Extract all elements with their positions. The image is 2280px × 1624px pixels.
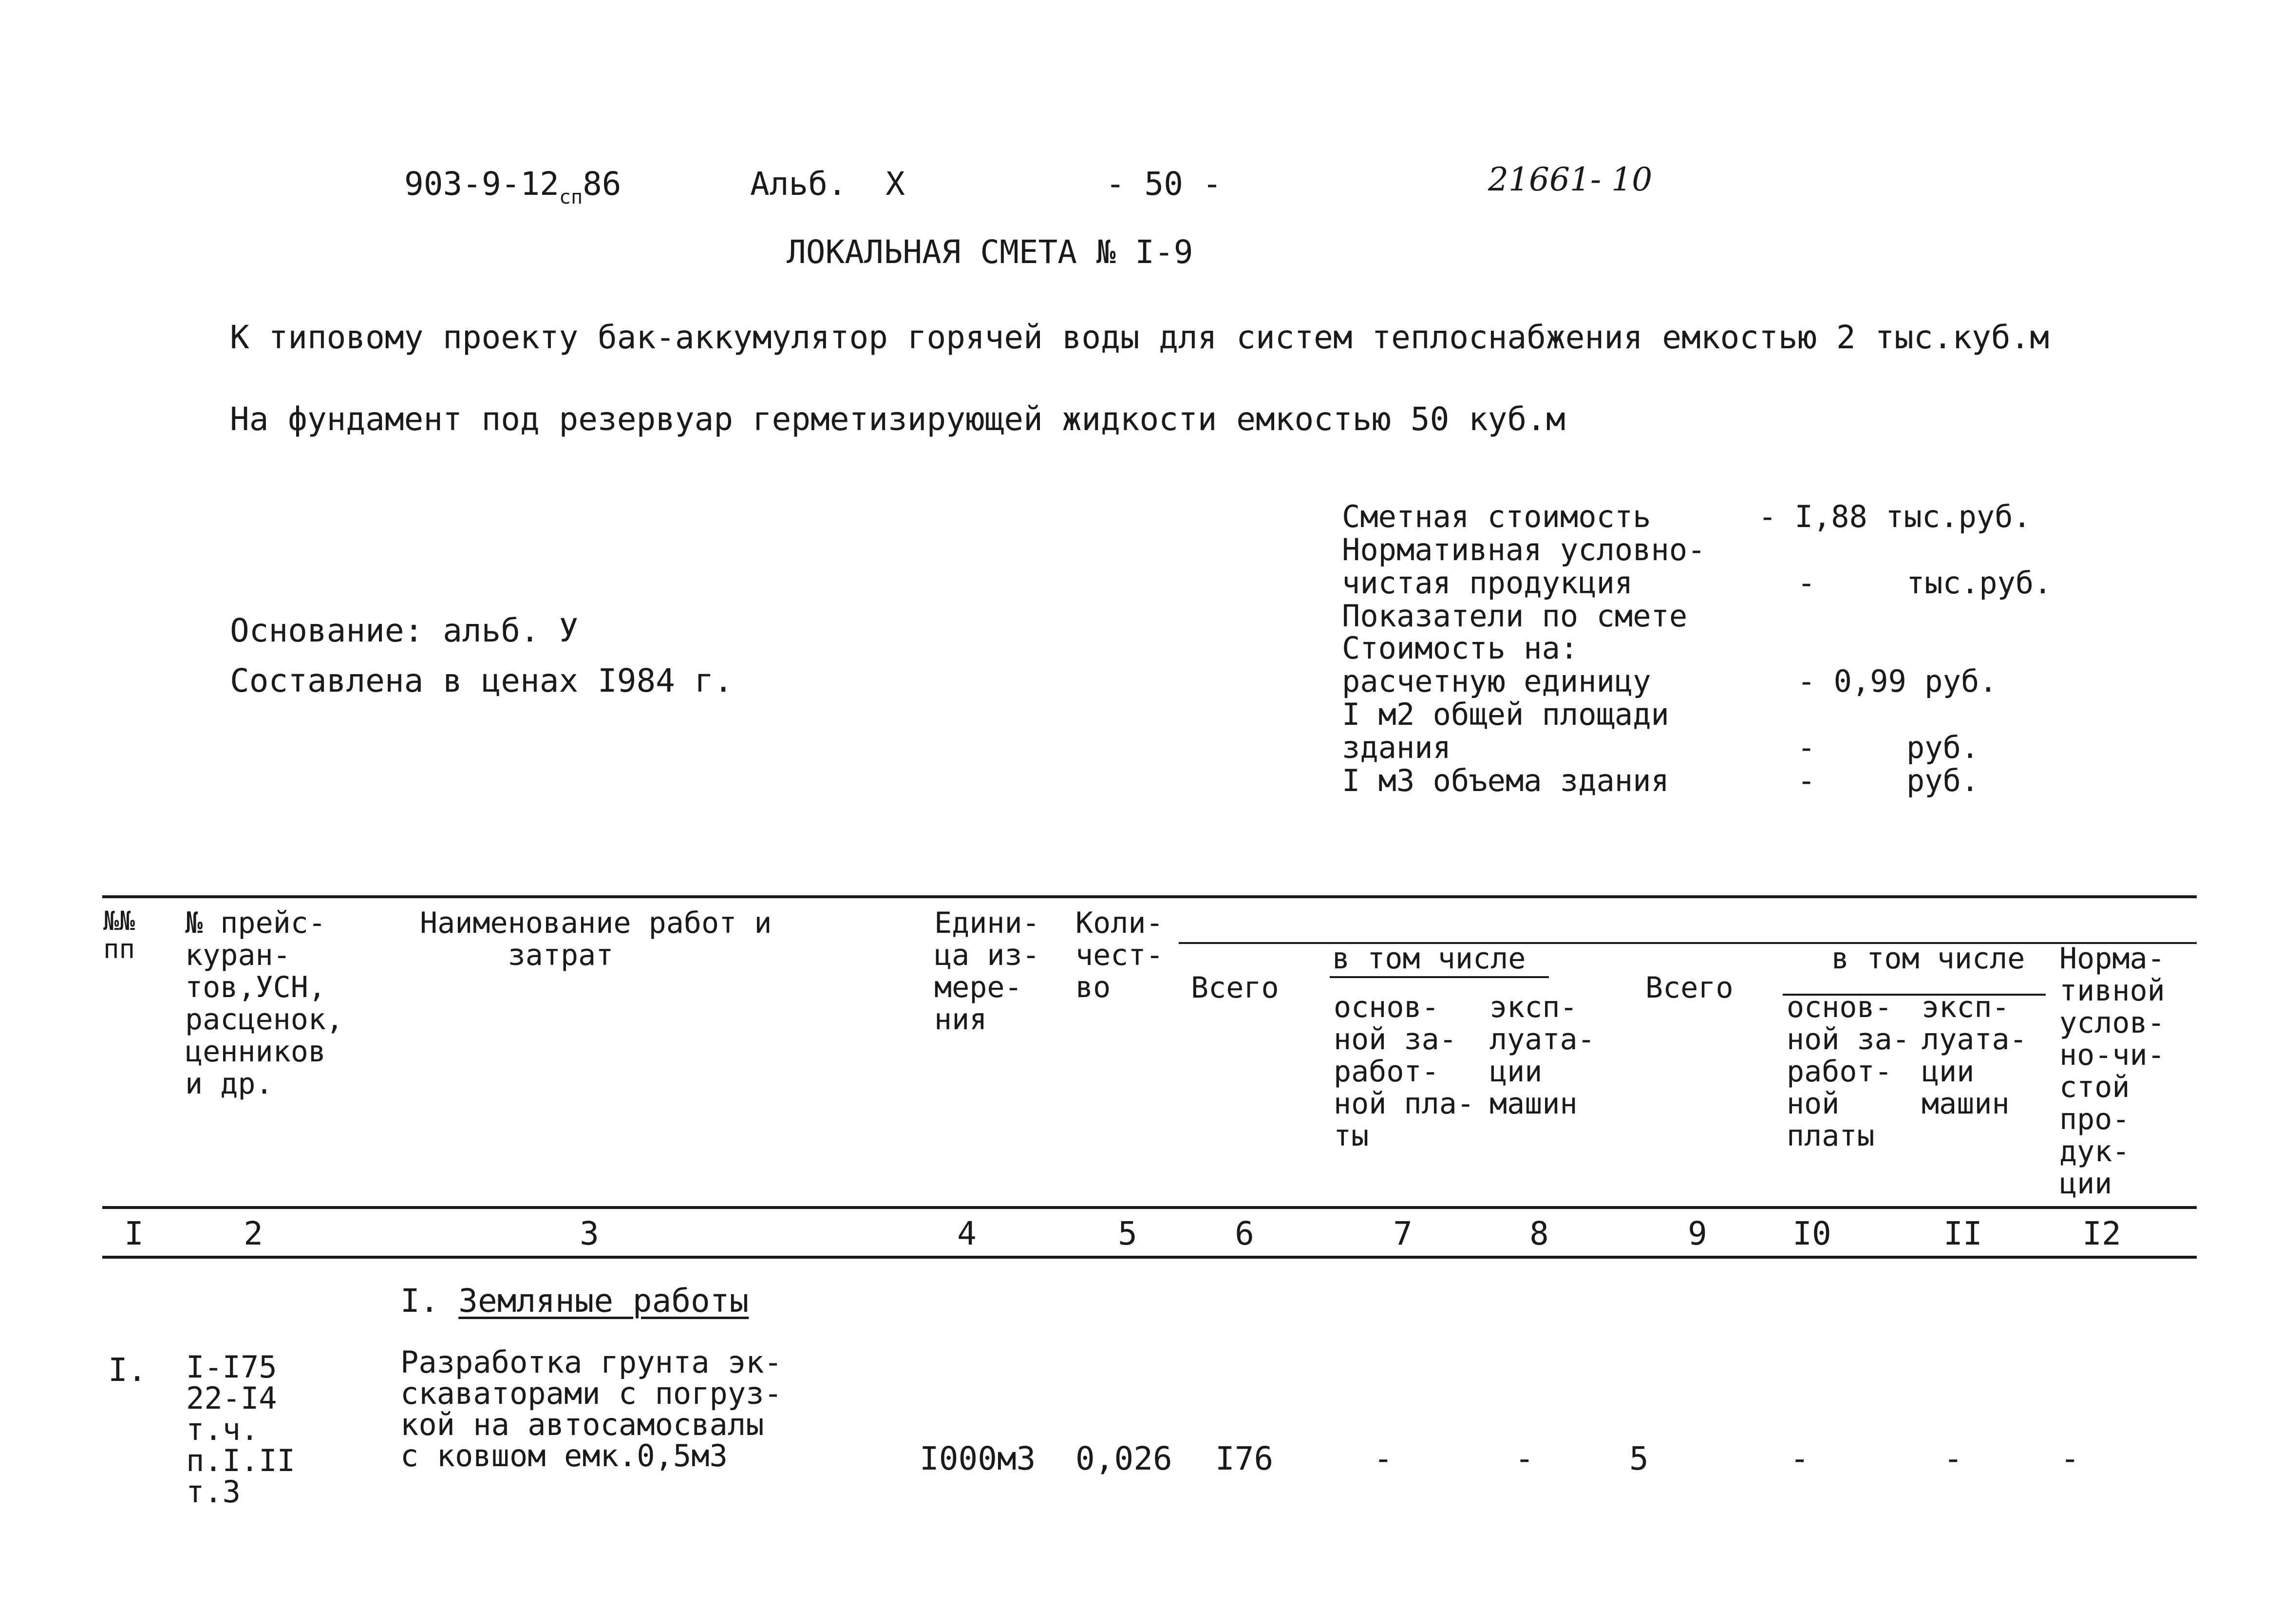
estimated-cost-label: Сметная стоимость (1342, 499, 1651, 534)
col-header-num: №№ пп (103, 906, 135, 964)
group2-title: в том числе (1831, 942, 2025, 976)
normative-label-1: Нормативная условно- (1342, 532, 1706, 567)
prices-line: Составлена в ценах I984 г. (230, 662, 734, 699)
col-header-qty: Коли- чест- во (1075, 906, 1164, 1004)
col-header-code: № прейс- куран- тов,УСН, расценок, ценников и др. (185, 906, 344, 1101)
normative-label-2: чистая продукция (1342, 565, 1633, 601)
col-number: I0 (1792, 1215, 1831, 1252)
col-header-machines2: эксп- луата- ции машин (1922, 990, 2027, 1121)
col-number: 2 (244, 1215, 263, 1252)
row-name: Разработка грунта эк- скаваторами с погруз- кой на автосамосвалы с ковшом емк.0,5м3 (400, 1344, 782, 1473)
basis-line: Основание: альб. У (230, 612, 579, 649)
doc-code-year: 86 (583, 165, 622, 203)
section-heading (400, 1282, 749, 1320)
col-number: I (124, 1215, 144, 1252)
section-number: I. (400, 1282, 439, 1320)
row-unit: I000м3 (920, 1440, 1036, 1477)
document-code (404, 165, 622, 208)
album-label: Альб. X (750, 165, 905, 203)
col-header-unit: Едини- ца из- мере- ния (934, 906, 1040, 1037)
col-header-machines: эксп- луата- ции машин (1489, 990, 1595, 1121)
cost-on-label: Стоимость на: (1342, 630, 1579, 666)
col-number: 6 (1235, 1215, 1254, 1252)
col-header-total2: Всего (1645, 971, 1734, 1005)
handwritten-number: 21661- 10 (1488, 161, 1653, 198)
object-line: На фундамент под резервуар герметизирующей жидкости емкостью 50 куб.м (230, 400, 1565, 438)
indicators-label: Показатели по смете (1342, 598, 1688, 634)
row-code: I-I75 22-I4 т.ч. п.I.II т.3 (186, 1349, 295, 1510)
section-title: Земляные работы (458, 1282, 749, 1320)
area-value: - руб. (1797, 730, 1979, 765)
col-number: 7 (1393, 1215, 1413, 1252)
estimated-cost-value: - I,88 тыс.руб. (1758, 499, 2031, 534)
group-header-rule (1179, 942, 2197, 944)
col-number: 3 (580, 1215, 599, 1252)
unit-value: - 0,99 руб. (1797, 663, 1997, 699)
volume-value: - руб. (1797, 763, 1979, 798)
row-machines: - (1515, 1440, 1534, 1477)
row-total: I76 (1215, 1440, 1274, 1477)
page-title: ЛОКАЛЬНАЯ СМЕТА № I-9 (787, 233, 1193, 271)
row-number: I. (108, 1351, 147, 1389)
row-normative: - (2060, 1440, 2080, 1477)
col-number: 5 (1118, 1215, 1137, 1252)
row-wages2: - (1790, 1440, 1809, 1477)
area-label-1: I м2 общей площади (1342, 697, 1669, 732)
col-number: II (1943, 1215, 1982, 1252)
col-number: 4 (957, 1215, 977, 1252)
col-number: 9 (1688, 1215, 1707, 1252)
row-total2: 5 (1629, 1440, 1649, 1477)
volume-label: I м3 объема здания (1342, 763, 1669, 798)
row-machines2: - (1943, 1440, 1963, 1477)
col-header-name: Наименование работ и затрат (420, 906, 772, 972)
area-label-2: здания (1342, 730, 1451, 765)
col-header-normative: Норма- тивной услов- но-чи- стой про- дук- ции (2059, 942, 2165, 1201)
header-bottom-rule (102, 1206, 2197, 1209)
column-numbers-rule (102, 1256, 2197, 1259)
unit-label: расчетную единицу (1342, 663, 1651, 699)
doc-code-main: 903-9-12 (404, 165, 559, 203)
page-number: - 50 - (1106, 165, 1222, 203)
col-number: I2 (2082, 1215, 2121, 1252)
table-top-rule (102, 895, 2197, 898)
col-header-total: Всего (1191, 971, 1279, 1005)
group1-underline (1330, 976, 1549, 978)
col-number: 8 (1529, 1215, 1549, 1252)
col-header-wages: основ- ной за- работ- ной пла- ты (1334, 990, 1474, 1153)
col-header-wages2: основ- ной за- работ- ной платы (1787, 990, 1910, 1153)
row-qty: 0,026 (1075, 1440, 1172, 1477)
doc-code-sub: сп (559, 186, 583, 208)
row-wages: - (1374, 1440, 1393, 1477)
project-line: К типовому проекту бак-аккумулятор горячей воды для систем теплоснабжения емкостью 2 тыс.куб.м (230, 319, 2050, 356)
group1-title: в том числе (1332, 942, 1526, 976)
normative-value: - тыс.руб. (1797, 565, 2052, 601)
